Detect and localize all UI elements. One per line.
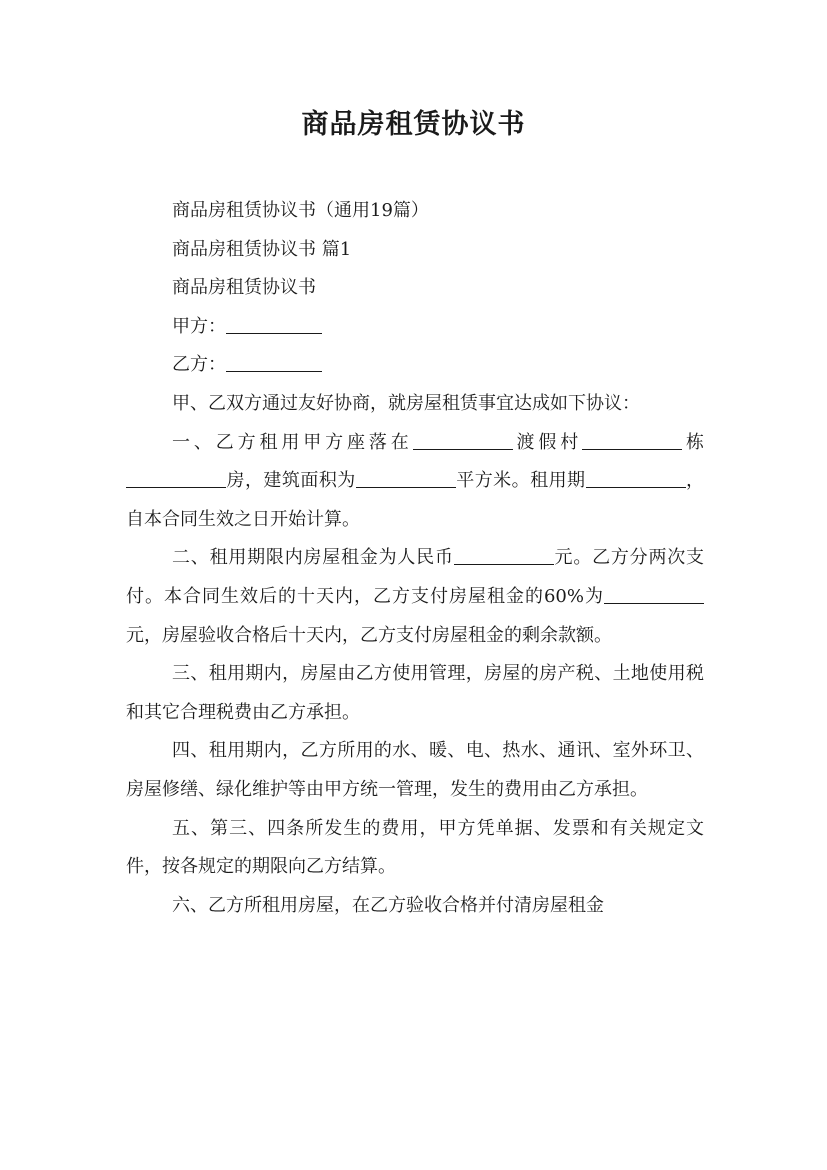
clause-1-text-c: 栋: [682, 431, 704, 453]
clause-5: 五、第三、四条所发生的费用，甲方凭单据、发票和有关规定文件，按各规定的期限向乙方结算。: [126, 817, 704, 878]
first-payment-blank: [604, 581, 704, 604]
subtitle-line: 商品房租赁协议书（通用19篇）: [172, 200, 429, 221]
clause-3: 三、租用期内，房屋由乙方使用管理，房屋的房产税、土地使用税和其它合理税费由乙方承担。: [126, 663, 704, 723]
agreement-title-line: 商品房租赁协议书: [172, 277, 316, 299]
party-a-line: [126, 308, 704, 347]
room-blank: [126, 465, 226, 488]
section-heading: 商品房租赁协议书 篇1: [172, 238, 352, 260]
clause-1-text-f: ，自本合同生效之日开始计算。: [126, 470, 705, 530]
document-body: [126, 192, 704, 925]
intro-paragraph: 甲、乙双方通过友好协商，就房屋租赁事宜达成如下协议：: [172, 392, 640, 414]
clause-2-text-b: 元。乙方分两次支付。本合同生效后的十天内，乙方支付房屋租金的60%为: [126, 547, 705, 607]
party-a-blank: [226, 311, 322, 334]
clause-2-text-c: 元，房屋验收合格后十天内，乙方支付房屋租金的剩余款额。: [126, 624, 612, 646]
clause-1-text-a: 一、乙方租用甲方座落在: [172, 431, 413, 453]
party-b-line: [126, 346, 704, 385]
clause-6: 六、乙方所租用房屋，在乙方验收合格并付清房屋租金: [172, 894, 604, 916]
clause-1: [126, 424, 704, 540]
clause-1-text-b: 渡假村: [512, 431, 583, 453]
area-blank: [356, 465, 456, 488]
term-blank: [586, 465, 686, 488]
clause-4: 四、租用期内，乙方所用的水、暖、电、热水、通讯、室外环卫、房屋修缮、绿化维护等由甲方统一管理，发生的费用由乙方承担。: [126, 740, 704, 800]
clause-2: [126, 539, 704, 655]
party-b-label: 乙方：: [172, 354, 226, 376]
clause-1-text-d: 房，建筑面积为: [226, 470, 356, 492]
building-blank: [582, 427, 682, 450]
party-b-blank: [226, 349, 322, 372]
location-blank: [413, 427, 513, 450]
clause-1-text-e: 平方米。租用期: [455, 470, 586, 492]
clause-2-text-a: 二、租用期限内房屋租金为人民币: [172, 547, 454, 569]
document-title: 商品房租赁协议书: [301, 109, 526, 140]
party-a-label: 甲方：: [172, 315, 226, 337]
rent-amount-blank: [454, 542, 554, 565]
